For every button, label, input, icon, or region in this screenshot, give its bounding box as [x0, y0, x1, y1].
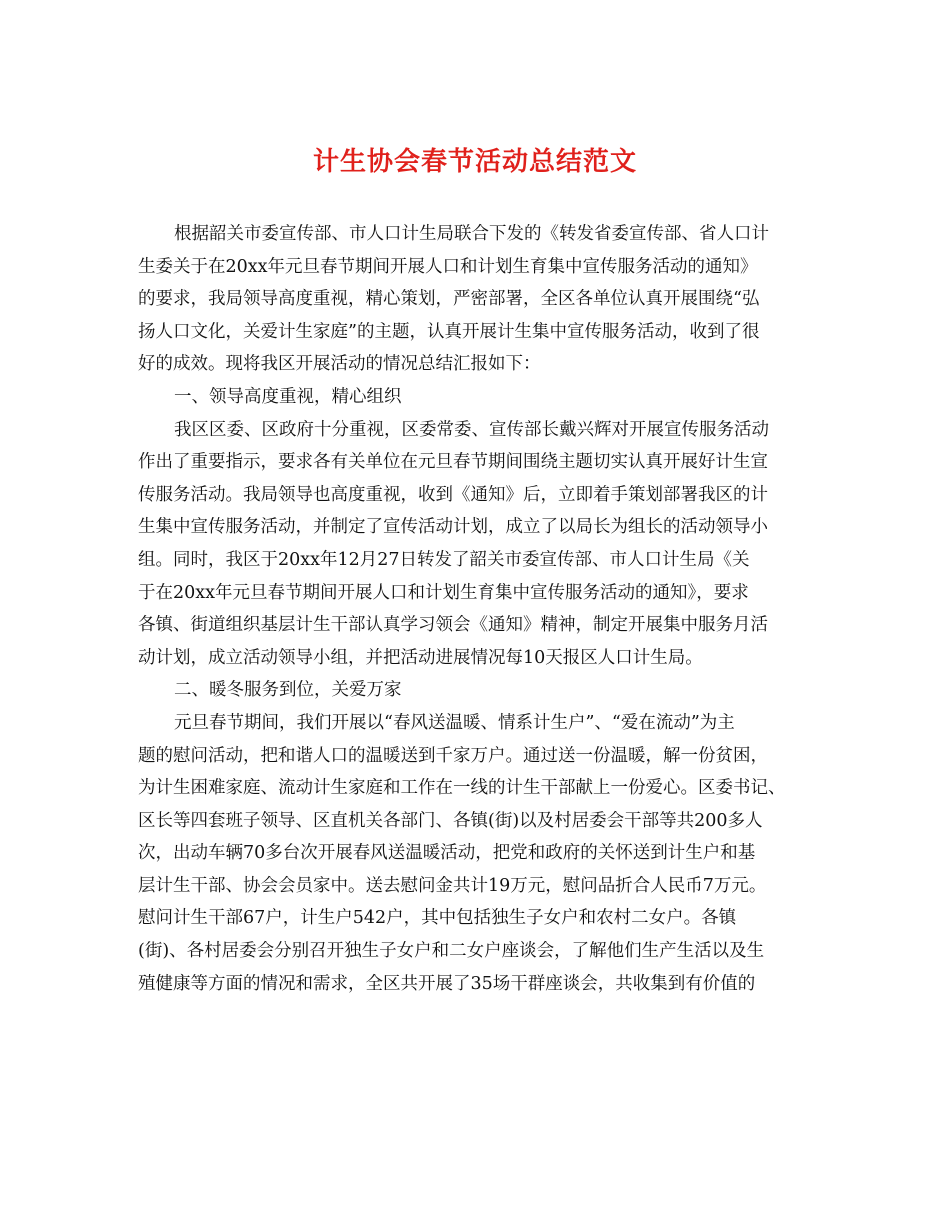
- text-line: 好的成效。现将我区开展活动的情况总结汇报如下：: [138, 354, 541, 375]
- text-line: 慰问计生干部67户，计生户542户，其中包括独生子女户和农村二女户。各镇: [138, 908, 737, 929]
- text-line: 我区区委、区政府十分重视，区委常委、宣传部长戴兴辉对开展宣传服务活动: [174, 419, 769, 440]
- text-line: 一、领导高度重视，精心组织: [174, 386, 402, 407]
- text-line: 生委关于在20xx年元旦春节期间开展人口和计划生育集中宣传服务活动的通知》: [138, 256, 758, 277]
- text-line: 区长等四套班子领导、区直机关各部门、各镇(街)以及村居委会干部等共200多人: [138, 810, 763, 831]
- text-line: 生集中宣传服务活动，并制定了宣传活动计划，成立了以局长为组长的活动领导小: [138, 517, 768, 538]
- text-line: 的要求，我局领导高度重视，精心策划，严密部署，全区各单位认真开展围绕“弘: [138, 289, 760, 310]
- text-line: 二、暖冬服务到位，关爱万家: [174, 680, 402, 701]
- text-line: 各镇、街道组织基层计生干部认真学习领会《通知》精神，制定开展集中服务月活: [138, 615, 768, 636]
- text-line: 为计生困难家庭、流动计生家庭和工作在一线的计生干部献上一份爱心。区委书记、: [138, 778, 786, 799]
- text-line: (街)、各村居委会分别召开独生子女户和二女户座谈会，了解他们生产生活以及生: [138, 941, 765, 962]
- text-line: 扬人口文化，关爱计生家庭”的主题，认真开展计生集中宣传服务活动，收到了很: [138, 321, 760, 342]
- text-line: 于在20xx年元旦春节期间开展人口和计划生育集中宣传服务活动的通知》，要求: [138, 582, 749, 603]
- text-line: 殖健康等方面的情况和需求，全区共开展了35场干群座谈会，共收集到有价值的: [138, 973, 756, 994]
- text-line: 题的慰问活动，把和谐人口的温暖送到千家万户。通过送一份温暖，解一份贫困，: [138, 745, 768, 766]
- text-line: 动计划，成立活动领导小组，并把活动进展情况每10天报区人口计生局。: [138, 647, 703, 668]
- text-line: 根据韶关市委宣传部、市人口计生局联合下发的《转发省委宣传部、省人口计: [174, 224, 769, 244]
- text-line: 层计生干部、协会会员家中。送去慰问金共计19万元，慰问品折合人民币7万元。: [138, 875, 767, 896]
- text-line: 次，出动车辆70多台次开展春风送温暖活动，把党和政府的关怀送到计生户和基: [138, 843, 756, 864]
- text-line: 传服务活动。我局领导也高度重视，收到《通知》后，立即着手策划部署我区的计: [138, 484, 768, 505]
- text-line: 元旦春节期间，我们开展以“春风送温暖、情系计生户”、“爱在流动”为主: [174, 712, 735, 733]
- text-line: 组。同时，我区于20xx年12月27日转发了韶关市委宣传部、市人口计生局《关: [138, 549, 750, 570]
- text-line: 作出了重要指示，要求各有关单位在元旦春节期间围绕主题切实认真开展好计生宣: [138, 452, 768, 473]
- document-title: 计生协会春节活动总结范文: [312, 147, 637, 177]
- document-body: [138, 218, 828, 1000]
